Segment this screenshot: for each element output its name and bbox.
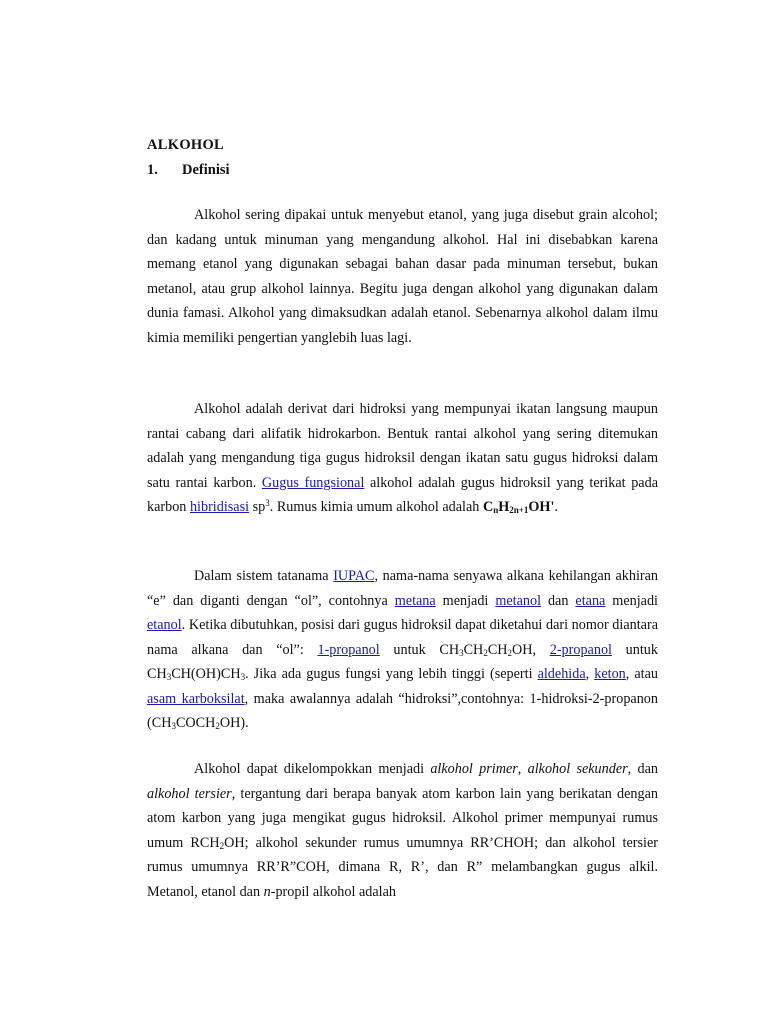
general-formula: $C_nH_{2n+1}OH'$ — [482, 499, 555, 515]
link-iupac[interactable]: IUPAC — [333, 568, 375, 584]
link-asam-karboksilat[interactable]: asam karboksilat — [147, 690, 245, 707]
link-keton[interactable]: keton — [594, 666, 626, 682]
section-number: 1. — [147, 162, 158, 178]
link-etanol[interactable]: etanol — [147, 617, 182, 633]
section-label: Definisi — [182, 162, 230, 178]
link-hibridisasi[interactable]: hibridisasi — [189, 499, 250, 515]
link-1-propanol[interactable]: 1-propanol — [317, 641, 380, 658]
link-gugus-fungsional[interactable]: Gugus fungsional — [261, 474, 365, 491]
paragraph-definition-intro: Alkohol sering dipakai untuk menyebut etanol, yang juga disebut grain alcohol; dan kadang untuk minuman yang mengandung alkohol. Hal ini disebabkan karena memang etanol yang digunakan sebagai bahan dasar pada minuman tersebut, bukan metanol, atau grup alkohol lainnya. Begitu juga dengan alkohol yang digunakan dalam dunia famasi. Alkohol yang dimaksudkan adalah etanol. Sebenarnya alkohol dalam ilmu kimia memiliki pengertian yanglebih luas lagi. — [147, 207, 658, 346]
paragraph-iupac-naming: Dalam sistem tatanama IUPAC, nama-nama senyawa alkana kehilangan akhiran “e” dan diganti dengan “ol”, contohnya metana menjadi metanol dan etana menjadi etanol. Ketika dibutuhkan, posisi dari gugus hidroksil dapat diketahui dari nomor diantara nama alkana dan “ol”: 1-propanol untuk $CH_3CH_2CH_2OH$, 2-propanol untuk $CH_3CH(OH)CH_3$. Jika ada gugus fungsi yang lebih tinggi (seperti aldehida, keton, atau asam karboksilat, maka awalannya adalah “hidroksi”,contohnya: 1-hidroksi-2-propanon $(CH_3COCH_2OH)$. — [147, 568, 659, 731]
paragraph-alcohol-classes: Alkohol dapat dikelompokkan menjadi alkohol primer, alkohol sekunder, dan alkohol tersier, tergantung dari berapa banyak atom karbon lain yang berikatan dengan atom karbon yang juga mengikat gugus hidroksil. Alkohol primer mempunyai rumus umum $RCH_2OH$; alkohol sekunder rumus umumnya RR’CHOH; dan alkohol tersier rumus umumnya RR’R”COH, dimana R, R’, dan R” melambangkan gugus alkil. Metanol, etanol dan n-propil alkohol adalah — [147, 761, 658, 900]
paragraph-alcohol-derivative: Alkohol adalah derivat dari hidroksi yang mempunyai ikatan langsung maupun rantai cabang dari alifatik hidrokarbon. Bentuk rantai alkohol yang sering ditemukan adalah yang mengandung tiga gugus hidroksil dengan ikatan satu gugus hidroksi dalam satu rantai karbon. Gugus fungsional alkohol adalah gugus hidroksil yang terikat pada karbon hibridisasi $sp^3$. Rumus kimia umum alkohol adalah $C_nH_{2n+1}OH'$. — [147, 401, 658, 515]
section-heading — [147, 162, 230, 179]
document-title: ALKOHOL — [147, 137, 225, 153]
link-metanol[interactable]: metanol — [495, 592, 542, 609]
link-aldehida[interactable]: aldehida — [537, 666, 586, 682]
link-2-propanol[interactable]: 2-propanol — [549, 641, 612, 658]
link-etana[interactable]: etana — [575, 592, 606, 609]
link-metana[interactable]: metana — [394, 592, 436, 609]
